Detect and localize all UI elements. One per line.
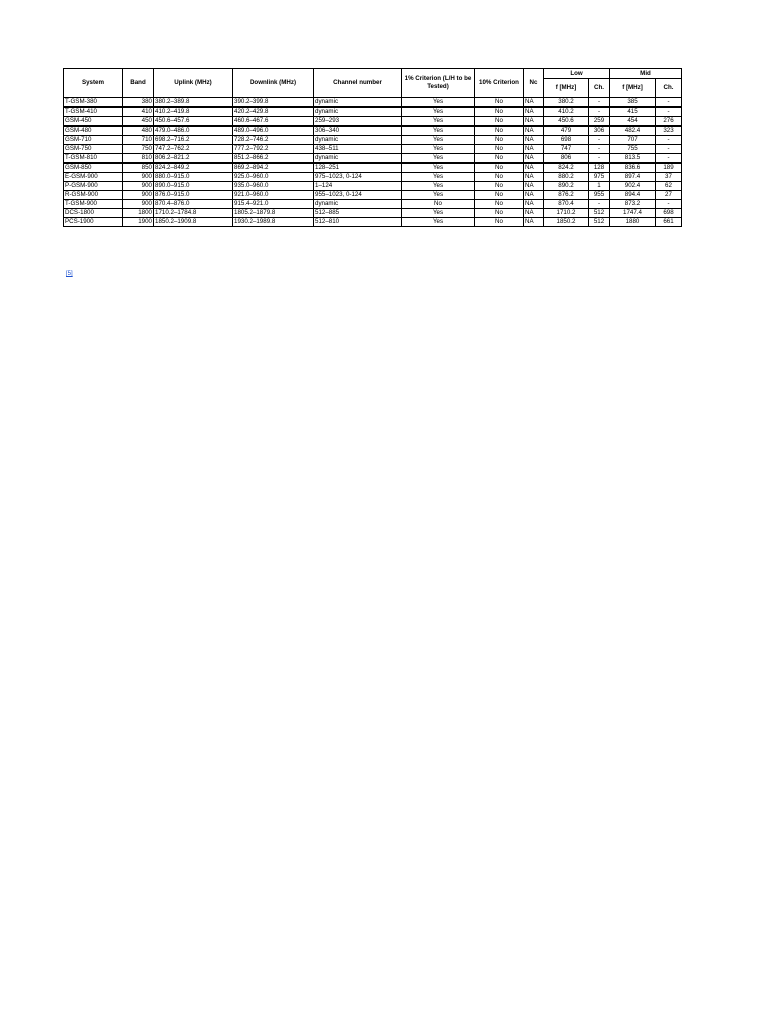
cell-criterion-10pct: No	[475, 145, 524, 154]
cell-system: GSM-750	[64, 145, 123, 154]
cell-mid-f: 1747.4	[610, 209, 656, 218]
cell-low-ch: -	[589, 98, 610, 108]
cell-mid-ch: 276	[656, 117, 682, 127]
table-row	[64, 218, 682, 227]
cell-low-f: 380.2	[544, 98, 589, 108]
cell-channel-number: 438–511	[314, 145, 402, 154]
cell-uplink: 870.4–876.0	[154, 200, 233, 209]
cell-uplink: 450.6–457.6	[154, 117, 233, 127]
cell-band: 900	[123, 182, 154, 191]
cell-uplink: 479.0–486.0	[154, 126, 233, 136]
cell-criterion-1pct: Yes	[402, 182, 475, 191]
cell-uplink: 698.2–716.2	[154, 136, 233, 145]
cell-channel-number: 306–340	[314, 126, 402, 136]
cell-downlink: 420.2–429.8	[233, 107, 314, 117]
cell-band: 900	[123, 200, 154, 209]
cell-band: 480	[123, 126, 154, 136]
cell-low-ch: 259	[589, 117, 610, 127]
cell-mid-f: 454	[610, 117, 656, 127]
cell-nc: NA	[524, 136, 544, 145]
cell-criterion-1pct: Yes	[402, 173, 475, 182]
cell-nc: NA	[524, 154, 544, 164]
cell-criterion-1pct: Yes	[402, 126, 475, 136]
cell-channel-number: 975–1023, 0-124	[314, 173, 402, 182]
cell-downlink: 489.0–496.0	[233, 126, 314, 136]
cell-criterion-1pct: Yes	[402, 163, 475, 173]
cell-low-f: 876.2	[544, 191, 589, 200]
cell-system: T-GSM-900	[64, 200, 123, 209]
cell-mid-ch: 27	[656, 191, 682, 200]
cell-system: GSM-480	[64, 126, 123, 136]
cell-mid-f: 902.4	[610, 182, 656, 191]
cell-mid-ch: -	[656, 200, 682, 209]
cell-nc: NA	[524, 126, 544, 136]
table-row	[64, 182, 682, 191]
cell-uplink: 1850.2–1909.8	[154, 218, 233, 227]
cell-low-f: 410.2	[544, 107, 589, 117]
header-band: Band	[123, 69, 154, 98]
cell-criterion-10pct: No	[475, 163, 524, 173]
cell-channel-number: dynamic	[314, 98, 402, 108]
cell-criterion-10pct: No	[475, 191, 524, 200]
table-row	[64, 209, 682, 218]
cell-low-ch: 512	[589, 209, 610, 218]
cell-system: GSM-850	[64, 163, 123, 173]
cell-band: 900	[123, 173, 154, 182]
cell-channel-number: 128–251	[314, 163, 402, 173]
cell-low-ch: 128	[589, 163, 610, 173]
cell-nc: NA	[524, 145, 544, 154]
cell-criterion-1pct: Yes	[402, 136, 475, 145]
table-row	[64, 136, 682, 145]
cell-low-f: 880.2	[544, 173, 589, 182]
cell-downlink: 915.4–921.0	[233, 200, 314, 209]
cell-criterion-10pct: No	[475, 154, 524, 164]
cell-mid-ch: 323	[656, 126, 682, 136]
cell-mid-f: 1880	[610, 218, 656, 227]
table-row	[64, 126, 682, 136]
cell-band: 810	[123, 154, 154, 164]
cell-criterion-10pct: No	[475, 117, 524, 127]
cell-nc: NA	[524, 98, 544, 108]
cell-nc: NA	[524, 191, 544, 200]
cell-criterion-1pct: No	[402, 200, 475, 209]
cell-criterion-1pct: Yes	[402, 154, 475, 164]
cell-mid-ch: 37	[656, 173, 682, 182]
cell-low-f: 1710.2	[544, 209, 589, 218]
cell-low-ch: 512	[589, 218, 610, 227]
cell-mid-f: 897.4	[610, 173, 656, 182]
cell-low-f: 824.2	[544, 163, 589, 173]
cell-uplink: 876.0–915.0	[154, 191, 233, 200]
header-low-ch: Ch.	[589, 79, 610, 98]
cell-low-ch: 975	[589, 173, 610, 182]
cell-system: GSM-710	[64, 136, 123, 145]
cell-channel-number: 512–885	[314, 209, 402, 218]
cell-channel-number: 512–810	[314, 218, 402, 227]
cell-mid-f: 755	[610, 145, 656, 154]
cell-nc: NA	[524, 173, 544, 182]
cell-low-ch: -	[589, 136, 610, 145]
cell-system: P-GSM-900	[64, 182, 123, 191]
cell-channel-number: 1–124	[314, 182, 402, 191]
cell-system: PCS-1900	[64, 218, 123, 227]
header-downlink: Downlink (MHz)	[233, 69, 314, 98]
header-group-mid: Mid	[610, 69, 682, 79]
cell-mid-ch: 62	[656, 182, 682, 191]
cell-mid-f: 894.4	[610, 191, 656, 200]
cell-channel-number: dynamic	[314, 154, 402, 164]
cell-mid-ch: 661	[656, 218, 682, 227]
header-10pct-criterion: 10% Criterion	[475, 69, 524, 98]
cell-downlink: 1930.2–1989.8	[233, 218, 314, 227]
header-group-low: Low	[544, 69, 610, 79]
cell-low-f: 806	[544, 154, 589, 164]
table-row	[64, 107, 682, 117]
cell-criterion-10pct: No	[475, 200, 524, 209]
cell-mid-ch: -	[656, 154, 682, 164]
cell-band: 1800	[123, 209, 154, 218]
cell-uplink: 410.2–419.8	[154, 107, 233, 117]
cell-band: 1900	[123, 218, 154, 227]
cell-low-ch: -	[589, 154, 610, 164]
cell-channel-number: 259–293	[314, 117, 402, 127]
cell-uplink: 806.2–821.2	[154, 154, 233, 164]
cell-mid-f: 415	[610, 107, 656, 117]
cell-system: T-GSM-410	[64, 107, 123, 117]
cell-mid-f: 385	[610, 98, 656, 108]
cell-criterion-10pct: No	[475, 136, 524, 145]
cell-band: 380	[123, 98, 154, 108]
cell-low-f: 890.2	[544, 182, 589, 191]
cell-mid-f: 873.2	[610, 200, 656, 209]
cell-criterion-10pct: No	[475, 182, 524, 191]
cell-band: 410	[123, 107, 154, 117]
cell-low-f: 870.4	[544, 200, 589, 209]
cell-downlink: 925.0–960.0	[233, 173, 314, 182]
cell-uplink: 380.2–389.8	[154, 98, 233, 108]
cell-low-f: 698	[544, 136, 589, 145]
cell-downlink: 460.6–467.6	[233, 117, 314, 127]
cell-nc: NA	[524, 107, 544, 117]
cell-low-ch: 306	[589, 126, 610, 136]
cell-uplink: 880.0–915.0	[154, 173, 233, 182]
cell-band: 450	[123, 117, 154, 127]
table-row	[64, 154, 682, 164]
reference-link[interactable]: [5]	[66, 271, 73, 277]
cell-mid-f: 813.5	[610, 154, 656, 164]
cell-criterion-10pct: No	[475, 98, 524, 108]
cell-criterion-1pct: Yes	[402, 117, 475, 127]
cell-downlink: 728.2–746.2	[233, 136, 314, 145]
cell-mid-f: 482.4	[610, 126, 656, 136]
table-row	[64, 117, 682, 127]
cell-downlink: 935.0–960.0	[233, 182, 314, 191]
cell-criterion-1pct: Yes	[402, 209, 475, 218]
header-low-f-mhz: f [MHz]	[544, 79, 589, 98]
cell-system: T-GSM-380	[64, 98, 123, 108]
gsm-bands-table	[63, 68, 682, 227]
cell-criterion-10pct: No	[475, 107, 524, 117]
header-mid-f-mhz: f [MHz]	[610, 79, 656, 98]
cell-band: 750	[123, 145, 154, 154]
header-system: System	[64, 69, 123, 98]
cell-nc: NA	[524, 117, 544, 127]
cell-uplink: 824.2–849.2	[154, 163, 233, 173]
cell-downlink: 869.2–894.2	[233, 163, 314, 173]
cell-system: DCS-1800	[64, 209, 123, 218]
cell-mid-f: 836.6	[610, 163, 656, 173]
cell-criterion-1pct: Yes	[402, 107, 475, 117]
cell-mid-ch: -	[656, 145, 682, 154]
cell-downlink: 777.2–792.2	[233, 145, 314, 154]
cell-system: R-GSM-900	[64, 191, 123, 200]
cell-low-f: 747	[544, 145, 589, 154]
cell-low-ch: 955	[589, 191, 610, 200]
table-row	[64, 98, 682, 108]
cell-system: E-GSM-900	[64, 173, 123, 182]
cell-uplink: 890.0–915.0	[154, 182, 233, 191]
cell-criterion-1pct: Yes	[402, 98, 475, 108]
table-row	[64, 191, 682, 200]
cell-nc: NA	[524, 209, 544, 218]
cell-mid-f: 707	[610, 136, 656, 145]
cell-uplink: 747.2–762.2	[154, 145, 233, 154]
cell-mid-ch: -	[656, 136, 682, 145]
cell-criterion-10pct: No	[475, 218, 524, 227]
table-row	[64, 145, 682, 154]
cell-nc: NA	[524, 182, 544, 191]
cell-low-ch: 1	[589, 182, 610, 191]
cell-nc: NA	[524, 218, 544, 227]
cell-mid-ch: -	[656, 98, 682, 108]
cell-nc: NA	[524, 200, 544, 209]
cell-low-f: 450.6	[544, 117, 589, 127]
cell-system: T-GSM-810	[64, 154, 123, 164]
cell-criterion-10pct: No	[475, 209, 524, 218]
table-body	[64, 98, 682, 227]
cell-band: 900	[123, 191, 154, 200]
header-1pct-criterion: 1% Criterion (L/H to be Tested)	[402, 69, 475, 98]
cell-criterion-10pct: No	[475, 126, 524, 136]
table-row	[64, 200, 682, 209]
cell-criterion-10pct: No	[475, 173, 524, 182]
cell-channel-number: dynamic	[314, 200, 402, 209]
header-nc: Nc	[524, 69, 544, 98]
cell-system: GSM-450	[64, 117, 123, 127]
cell-band: 850	[123, 163, 154, 173]
cell-criterion-1pct: Yes	[402, 191, 475, 200]
cell-channel-number: 955–1023, 0-124	[314, 191, 402, 200]
cell-mid-ch: -	[656, 107, 682, 117]
cell-band: 710	[123, 136, 154, 145]
cell-low-f: 479	[544, 126, 589, 136]
cell-downlink: 1805.2–1879.8	[233, 209, 314, 218]
cell-mid-ch: 698	[656, 209, 682, 218]
cell-channel-number: dynamic	[314, 107, 402, 117]
header-uplink: Uplink (MHz)	[154, 69, 233, 98]
header-mid-ch: Ch.	[656, 79, 682, 98]
cell-channel-number: dynamic	[314, 136, 402, 145]
cell-uplink: 1710.2–1784.8	[154, 209, 233, 218]
cell-mid-ch: 189	[656, 163, 682, 173]
table-row	[64, 163, 682, 173]
cell-low-ch: -	[589, 200, 610, 209]
table-row	[64, 173, 682, 182]
cell-criterion-1pct: Yes	[402, 218, 475, 227]
cell-low-f: 1850.2	[544, 218, 589, 227]
cell-criterion-1pct: Yes	[402, 145, 475, 154]
cell-low-ch: -	[589, 107, 610, 117]
header-channel-number: Channel number	[314, 69, 402, 98]
cell-nc: NA	[524, 163, 544, 173]
cell-low-ch: -	[589, 145, 610, 154]
cell-downlink: 921.0–960.0	[233, 191, 314, 200]
cell-downlink: 851.2–866.2	[233, 154, 314, 164]
cell-downlink: 390.2–399.8	[233, 98, 314, 108]
